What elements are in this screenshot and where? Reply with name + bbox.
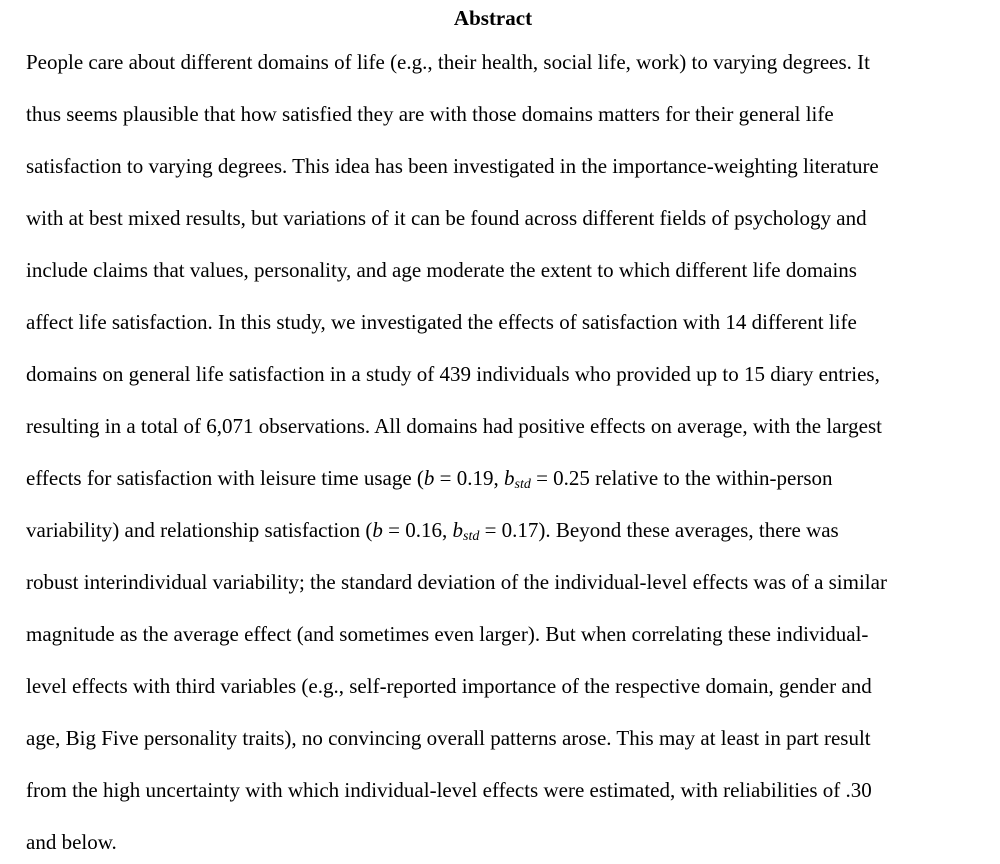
abstract-line-12: magnitude as the average effect (and sometimes even larger). But when correlating these individual- bbox=[26, 622, 869, 646]
coef-bstd-subscript: std bbox=[514, 477, 531, 492]
abstract-line-13: level effects with third variables (e.g., self-reported importance of the respective domain, gender and bbox=[26, 674, 872, 698]
abstract-line-16: and below. bbox=[26, 830, 117, 854]
abstract-line-2: thus seems plausible that how satisfied they are with those domains matters for their general life bbox=[26, 102, 834, 126]
line10-text-1: variability) and relationship satisfaction ( bbox=[26, 518, 373, 542]
line9-text-2: = 0.19, bbox=[434, 466, 504, 490]
coef-bstd-symbol: b bbox=[452, 518, 463, 542]
abstract-line-7: domains on general life satisfaction in a study of 439 individuals who provided up to 15 diary entries, bbox=[26, 362, 880, 386]
coef-b-symbol: b bbox=[423, 466, 435, 490]
line9-text-3: = 0.25 relative to the within-person bbox=[530, 466, 833, 490]
abstract-line-10 bbox=[26, 516, 839, 544]
abstract-line-14: age, Big Five personality traits), no convincing overall patterns arose. This may at least in part result bbox=[26, 726, 871, 750]
abstract-line-6: affect life satisfaction. In this study, we investigated the effects of satisfaction with 14 different life bbox=[26, 310, 857, 334]
line10-text-3: = 0.17). Beyond these averages, there was bbox=[479, 518, 839, 542]
abstract-line-11: robust interindividual variability; the standard deviation of the individual-level effects was of a similar bbox=[26, 570, 887, 594]
abstract-line-15: from the high uncertainty with which individual-level effects were estimated, with reliabilities of .30 bbox=[26, 778, 872, 802]
abstract-line-1: People care about different domains of life (e.g., their health, social life, work) to varying degrees. It bbox=[26, 50, 870, 74]
coef-bstd-symbol: b bbox=[504, 466, 515, 490]
abstract-line-8: resulting in a total of 6,071 observations. All domains had positive effects on average, with the largest bbox=[26, 414, 882, 438]
abstract-line-4: with at best mixed results, but variations of it can be found across different fields of psychology and bbox=[26, 206, 867, 230]
coef-bstd-subscript: std bbox=[463, 529, 480, 544]
abstract-line-5: include claims that values, personality, and age moderate the extent to which different life domains bbox=[26, 258, 857, 282]
coef-b-symbol: b bbox=[372, 518, 383, 542]
line9-text-1: effects for satisfaction with leisure time usage ( bbox=[26, 466, 424, 490]
line10-text-2: = 0.16, bbox=[382, 518, 453, 542]
abstract-line-9 bbox=[26, 464, 833, 492]
abstract-line-3: satisfaction to varying degrees. This idea has been investigated in the importance-weighting literature bbox=[26, 154, 879, 178]
abstract-heading: Abstract bbox=[453, 6, 533, 30]
